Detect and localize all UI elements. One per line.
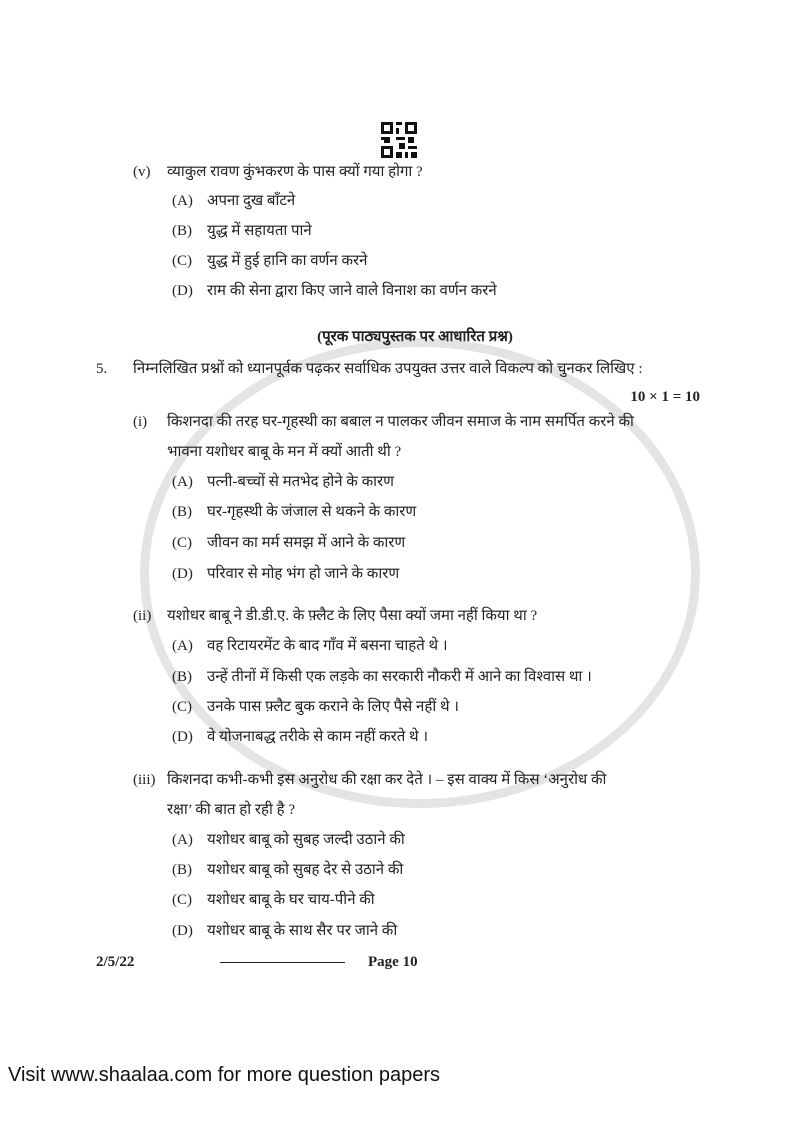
footer-divider — [220, 962, 345, 963]
option-label: (D) — [172, 283, 193, 299]
option-text: युद्ध में हुई हानि का वर्णन करने — [207, 253, 368, 269]
option-text: उनके पास फ़्लैट बुक कराने के लिए पैसे नहीं थे । — [207, 699, 459, 715]
option-label: (B) — [172, 223, 192, 239]
option-label: (D) — [172, 923, 193, 939]
question-text: यशोधर बाबू ने डी.डी.ए. के फ़्लैट के लिए पैसा क्यों जमा नहीं किया था ? — [167, 608, 538, 624]
option-text: यशोधर बाबू को सुबह जल्दी उठाने की — [207, 832, 405, 848]
question-number: 5. — [96, 361, 108, 377]
question-text: व्याकुल रावण कुंभकरण के पास क्यों गया होगा ? — [167, 164, 423, 180]
option-label: (C) — [172, 892, 192, 908]
question-instructions: निम्नलिखित प्रश्नों को ध्यानपूर्वक पढ़कर सर्वाधिक उपयुक्त उत्तर वाले विकल्प को चुनकर लिखिए : — [133, 361, 643, 377]
option-label: (A) — [172, 474, 193, 490]
section-heading: (पूरक पाठ्यपुस्तक पर आधारित प्रश्न) — [317, 329, 513, 345]
option-label: (A) — [172, 638, 193, 654]
question-text: भावना यशोधर बाबू के मन में क्यों आती थी ? — [167, 444, 402, 460]
question-text: किशनदा की तरह घर-गृहस्थी का बबाल न पालकर जीवन समाज के नाम समर्पित करने की — [167, 414, 634, 430]
option-text: राम की सेना द्वारा किए जाने वाले विनाश का वर्णन करने — [207, 283, 497, 299]
option-label: (C) — [172, 699, 192, 715]
question-number: (i) — [133, 414, 148, 430]
option-text: युद्ध में सहायता पाने — [207, 223, 312, 239]
option-label: (B) — [172, 504, 192, 520]
question-number: (ii) — [133, 608, 152, 624]
option-label: (D) — [172, 729, 193, 745]
option-label: (C) — [172, 535, 192, 551]
question-number: (iii) — [133, 772, 156, 788]
option-text: पत्नी-बच्चों से मतभेद होने के कारण — [207, 474, 394, 490]
question-text: किशनदा कभी-कभी इस अनुरोध की रक्षा कर देते । – इस वाक्य में किस ‘अनुरोध की — [167, 772, 607, 788]
option-label: (C) — [172, 253, 192, 269]
option-label: (A) — [172, 832, 193, 848]
promo-link[interactable]: Visit www.shaalaa.com for more question papers — [8, 1064, 441, 1086]
paper-code: 2/5/22 — [96, 954, 135, 970]
option-text: परिवार से मोह भंग हो जाने के कारण — [207, 566, 400, 582]
option-text: यशोधर बाबू को सुबह देर से उठाने की — [207, 862, 404, 878]
option-label: (B) — [172, 862, 192, 878]
option-text: वे योजनाबद्ध तरीके से काम नहीं करते थे । — [207, 729, 429, 745]
marks: 10 × 1 = 10 — [630, 389, 700, 405]
qr-code-icon — [381, 122, 417, 158]
option-text: वह रिटायरमेंट के बाद गाँव में बसना चाहते थे । — [207, 638, 448, 654]
question-text: रक्षा’ की बात हो रही है ? — [167, 802, 296, 818]
option-text: जीवन का मर्म समझ में आने के कारण — [207, 535, 406, 551]
question-number: (v) — [133, 164, 151, 180]
option-text: यशोधर बाबू के साथ सैर पर जाने की — [207, 923, 398, 939]
option-label: (D) — [172, 566, 193, 582]
option-text: यशोधर बाबू के घर चाय-पीने की — [207, 892, 375, 908]
page-number: Page 10 — [368, 954, 418, 970]
option-label: (A) — [172, 193, 193, 209]
option-label: (B) — [172, 669, 192, 685]
option-text: उन्हें तीनों में किसी एक लड़के का सरकारी नौकरी में आने का विश्वास था । — [207, 669, 592, 685]
option-text: घर-गृहस्थी के जंजाल से थकने के कारण — [207, 504, 417, 520]
option-text: अपना दुख बाँटने — [207, 193, 296, 209]
